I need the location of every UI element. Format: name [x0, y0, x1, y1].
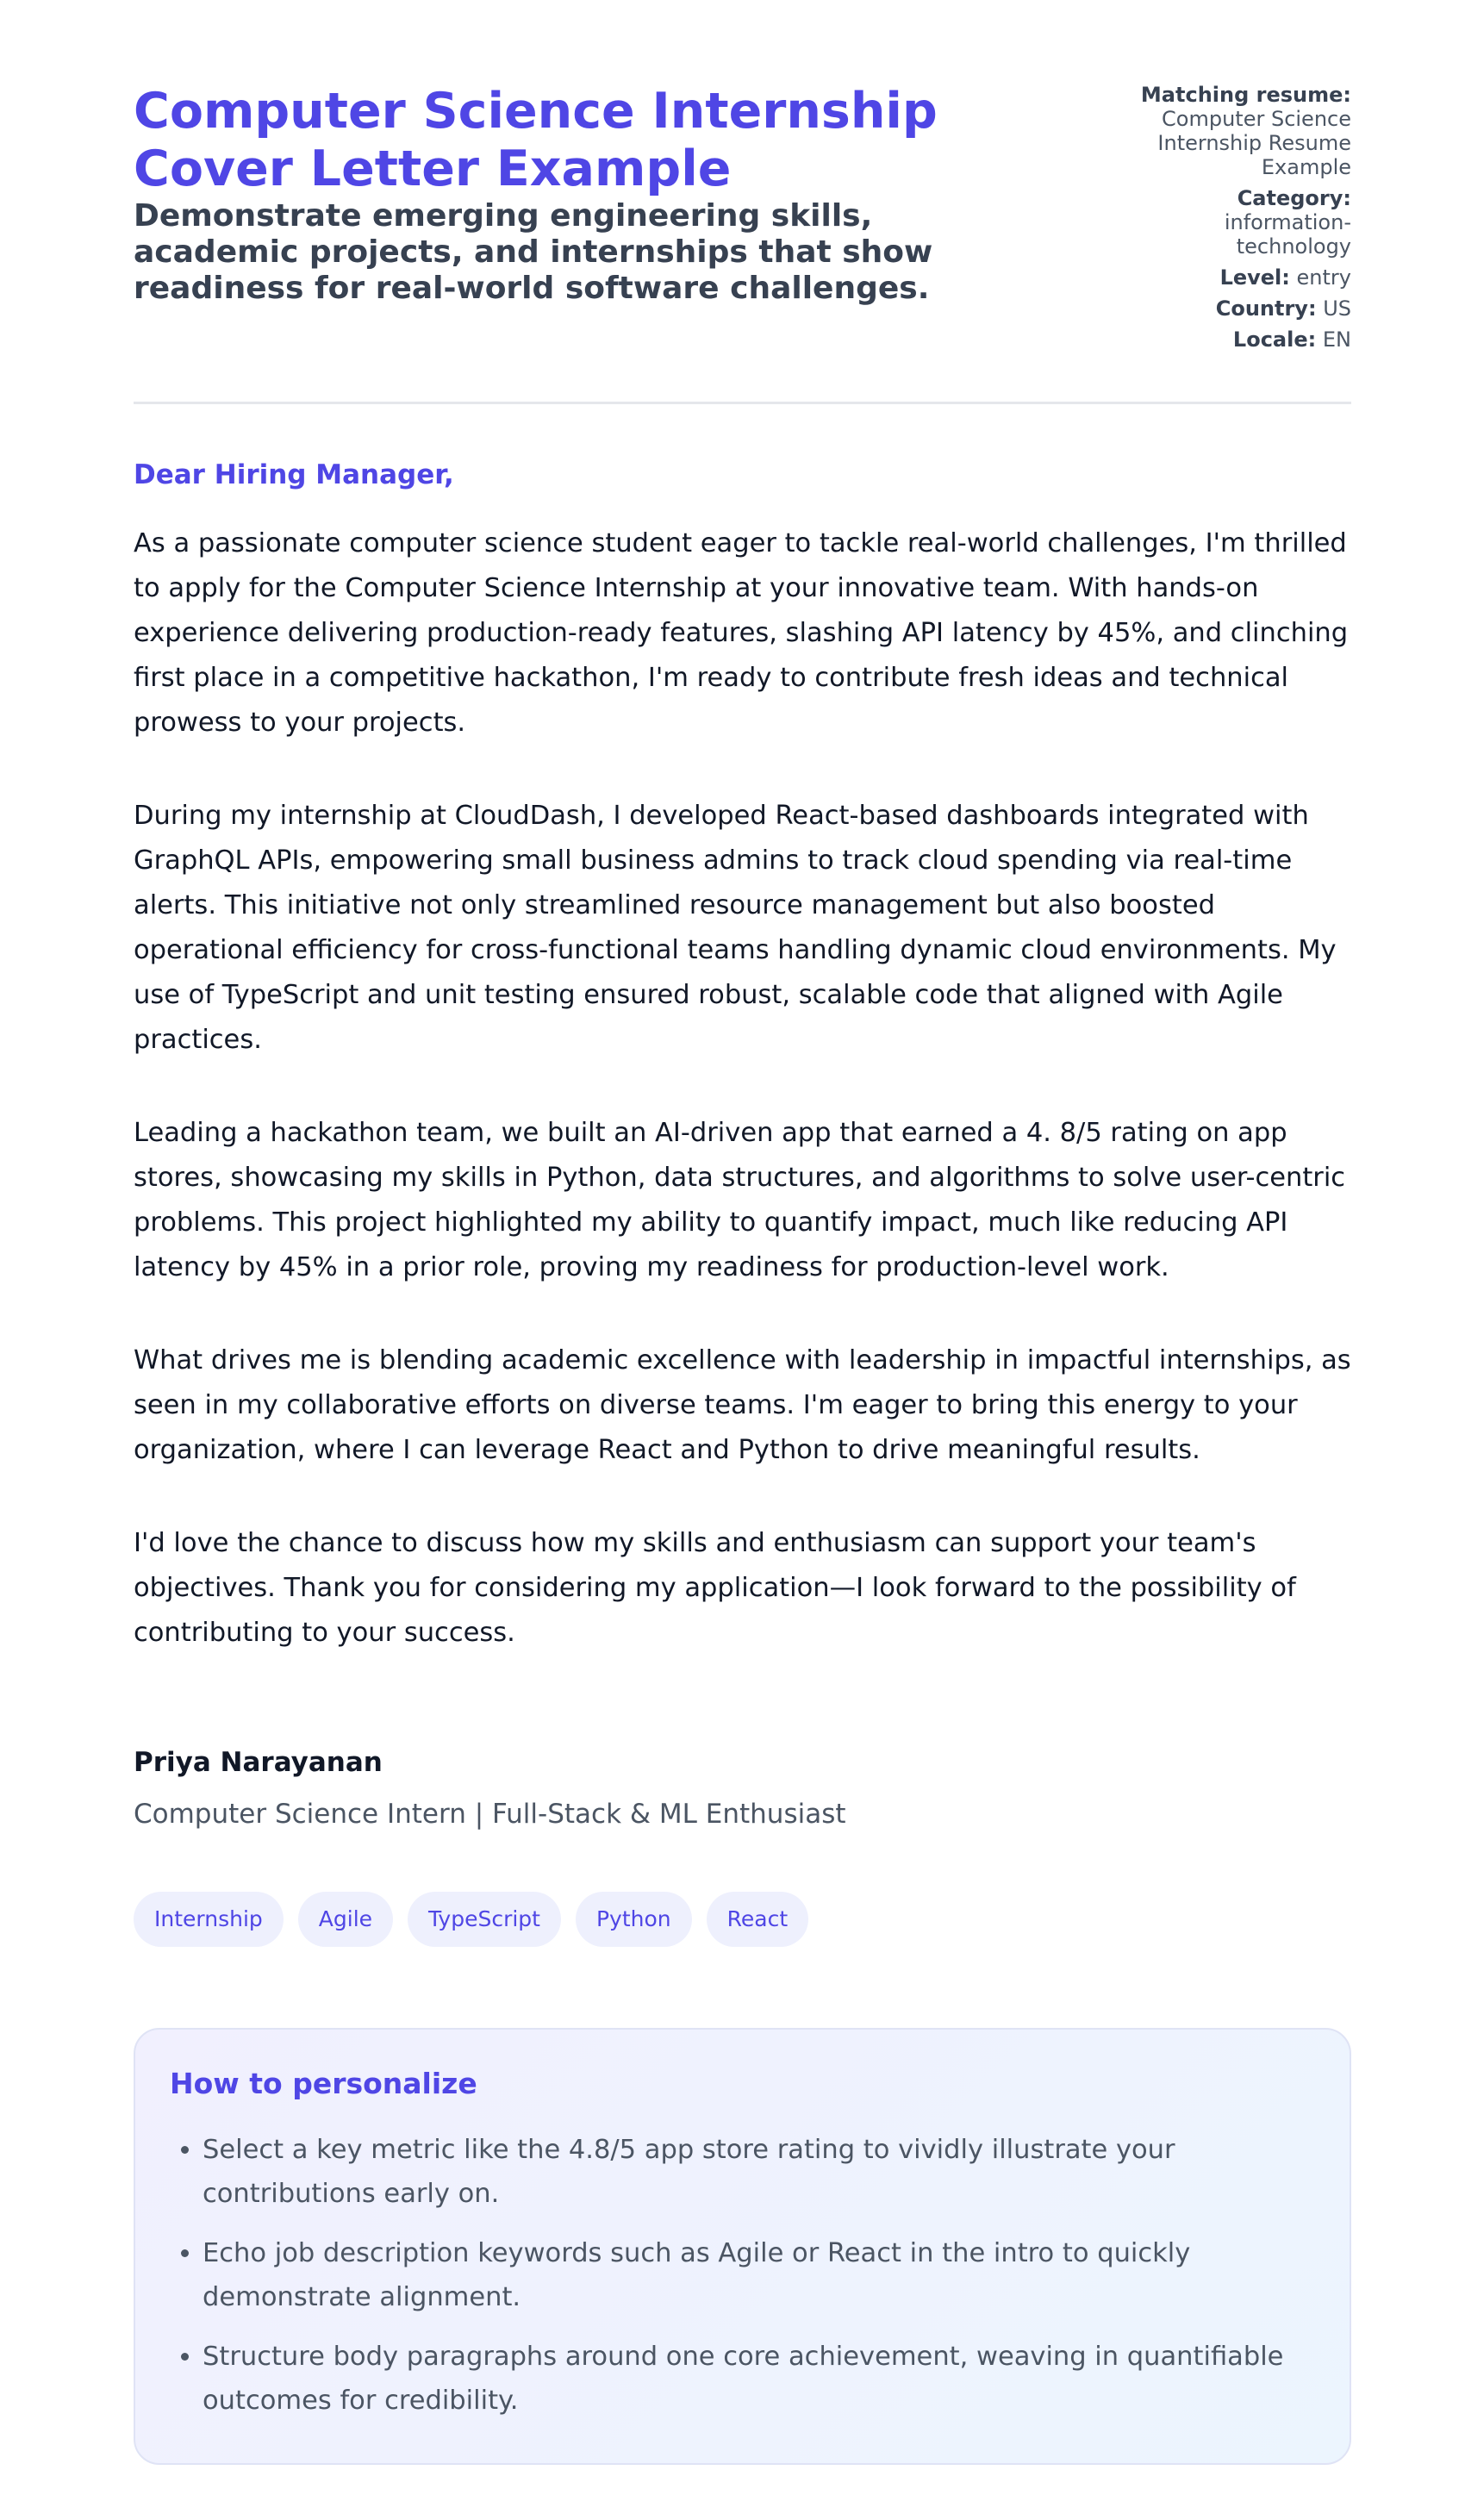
tag-chip[interactable]: Python — [576, 1892, 692, 1947]
title-block — [134, 83, 995, 307]
letter-paragraph: I'd love the chance to discuss how my skills and enthusiasm can support your team's objectives. Thank you for considering my application—I look forward to the possibility of contributing to your success. — [134, 1528, 1296, 1648]
personalize-tips-box — [134, 2028, 1351, 2465]
divider — [134, 402, 1351, 404]
meta-value: US — [1323, 296, 1351, 321]
meta-label: Matching resume: — [1140, 83, 1351, 107]
meta-panel — [1127, 83, 1351, 359]
letter-paragraph: As a passionate computer science student eager to tackle real-world challenges, I'm thrilled to apply for the Computer Science Internship at your innovative team. With hands-on experience delivering production-ready features, slashing API latency by 45%, and clinching first place in a competitive hackathon, I'm ready to contribute fresh ideas and technical prowess to your projects. — [134, 528, 1349, 738]
letter-paragraph: What drives me is blending academic excellence with leadership in impactful internships, as seen in my collaborative efforts on diverse teams. I'm eager to bring this energy to your organization, where I can leverage React and Python to drive meaningful results. — [134, 1345, 1351, 1465]
meta-label: Category: — [1237, 186, 1351, 210]
tips-list — [170, 2128, 1315, 2423]
meta-country — [1127, 296, 1351, 321]
meta-label: Country: — [1215, 296, 1317, 321]
tag-chip[interactable]: Internship — [134, 1892, 284, 1947]
tag-list — [134, 1892, 1351, 1947]
page-title: Computer Science Internship Cover Letter Example — [134, 83, 938, 197]
meta-value: EN — [1322, 327, 1351, 352]
meta-value: information-technology — [1224, 210, 1351, 259]
meta-label: Locale: — [1232, 327, 1317, 352]
signature-name: Priya Narayanan — [134, 1747, 383, 1778]
meta-value: entry — [1296, 265, 1351, 290]
meta-category — [1127, 186, 1351, 259]
letter-paragraph: Leading a hackathon team, we built an AI-driven app that earned a 4. 8/5 rating on app stores, showcasing my skills in Python, data structures, and algorithms to solve user-centric problems. This project highlighted my ability to quantify impact, much like reducing API latency by 45% in a prior role, proving my readiness for production-level work. — [134, 1118, 1346, 1282]
letter-paragraph: During my internship at CloudDash, I developed React-based dashboards integrated with GraphQL APIs, empowering small business admins to track cloud spending via real-time alerts. This initiative not only streamlined resource management but also boosted operational efficiency for cross-functional teams handling dynamic cloud environments. My use of TypeScript and unit testing ensured robust, scalable code that aligned with Agile practices. — [134, 801, 1337, 1055]
letter-greeting: Dear Hiring Manager, — [134, 459, 454, 490]
signature-title: Computer Science Intern | Full-Stack & ML Enthusiast — [134, 1799, 846, 1830]
meta-label: Level: — [1219, 265, 1290, 290]
cover-letter-page — [134, 83, 1351, 2465]
page-subtitle: Demonstrate emerging engineering skills, academic projects, and internships that show readiness for real-world software challenges. — [134, 198, 933, 306]
tip-item: • Select a key metric like the 4.8/5 app store rating to vividly illustrate your contributions early on. — [203, 2128, 1315, 2216]
tag-chip[interactable]: Agile — [298, 1892, 393, 1947]
page-header — [134, 83, 1351, 359]
tips-title: How to personalize — [170, 2067, 477, 2100]
meta-locale — [1127, 327, 1351, 352]
matching-resume-link[interactable]: Computer Science Internship Resume Example — [1157, 107, 1351, 179]
tip-item: • Structure body paragraphs around one core achievement, weaving in quantifiable outcomes for credibility. — [203, 2335, 1315, 2423]
tag-chip[interactable]: React — [707, 1892, 809, 1947]
meta-matching-resume — [1127, 83, 1351, 179]
meta-level — [1127, 265, 1351, 290]
tag-chip[interactable]: TypeScript — [408, 1892, 561, 1947]
tip-item: • Echo job description keywords such as Agile or React in the intro to quickly demonstrate alignment. — [203, 2231, 1315, 2319]
